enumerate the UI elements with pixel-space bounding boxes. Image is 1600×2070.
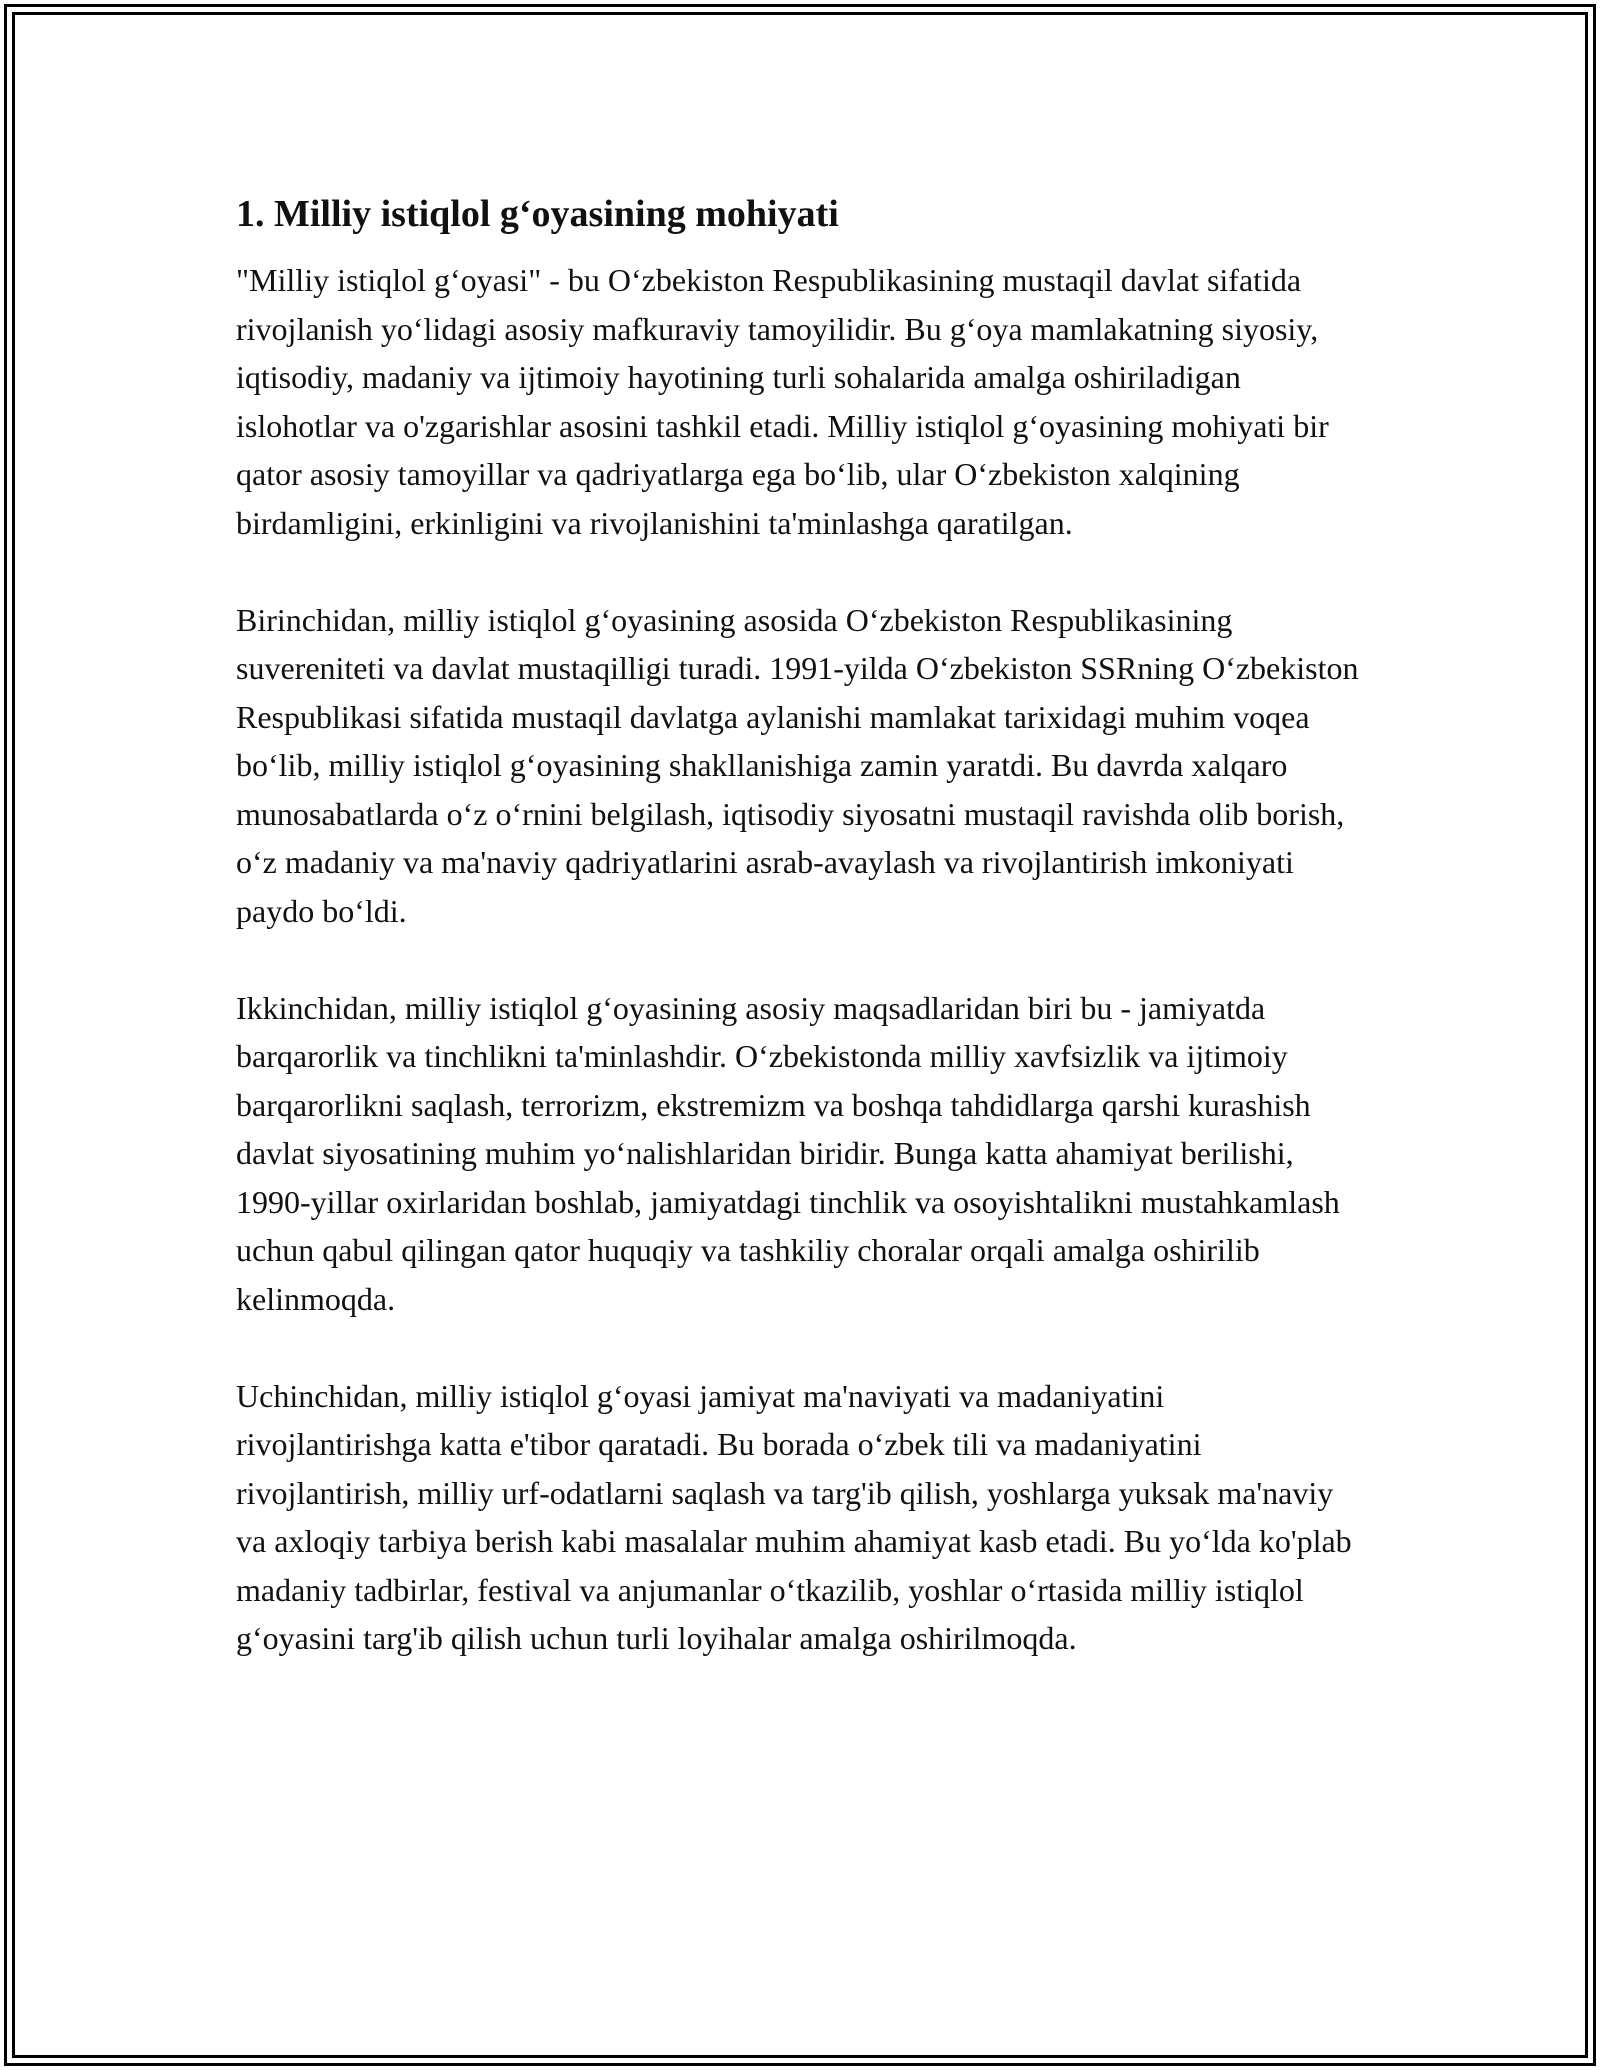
paragraph-first: Birinchidan, milliy istiqlol g‘oyasining asosida O‘zbekiston Respublikasining suvereniteti va davlat mustaqilligi turadi. 1991-yilda O‘zbekiston SSRning O‘zbekiston Respublikasi sifatida mustaqil davlatga aylanishi mamlakat tarixidagi muhim voqea bo‘lib, milliy istiqlol g‘oyasining shakllanishiga zamin yaratdi. Bu davrda xalqaro munosabatlarda o‘z o‘rnini belgilash, iqtisodiy siyosatni mustaqil ravishda olib borish, o‘z madaniy va ma'naviy qadriyatlarini asrab-avaylash va rivojlantirish imkoniyati paydo bo‘ldi. [236, 601, 1359, 929]
paragraph-second: Ikkinchidan, milliy istiqlol g‘oyasining asosiy maqsadlaridan biri bu - jamiyatda barqarorlik va tinchlikni ta'minlashdir. O‘zbekistonda milliy xavfsizlik va ijtimoiy barqarorlikni saqlash, terrorizm, ekstremizm va boshqa tahdidlarga qarshi kurashish davlat siyosatining muhim yo‘nalishlaridan biridir. Bunga katta ahamiyat berilishi, 1990-yillar oxirlaridan boshlab, jamiyatdagi tinchlik va osoyishtalikni mustahkamlash uchun qabul qilingan qator huquqiy va tashkiliy choralar orqali amalga oshirilib kelinmoqda. [236, 989, 1340, 1317]
document-body [236, 188, 1366, 1711]
document-title: 1. Milliy istiqlol g‘oyasining mohiyati [236, 193, 839, 235]
paragraph-intro: "Milliy istiqlol g‘oyasi" - bu O‘zbekiston Respublikasining mustaqil davlat sifatida rivojlanish yo‘lidagi asosiy mafkuraviy tamoyilidir. Bu g‘oya mamlakatning siyosiy, iqtisodiy, madaniy va ijtimoiy hayotining turli sohalarida amalga oshiriladigan islohotlar va o'zgarishlar asosini tashkil etadi. Milliy istiqlol g‘oyasining mohiyati bir qator asosiy tamoyillar va qadriyatlarga ega bo‘lib, ular O‘zbekiston xalqining birdamligini, erkinligini va rivojlanishini ta'minlashga qaratilgan. [236, 262, 1329, 541]
paragraph-third: Uchinchidan, milliy istiqlol g‘oyasi jamiyat ma'naviyati va madaniyatini rivojlantirishga katta e'tibor qaratadi. Bu borada o‘zbek tili va madaniyatini rivojlantirish, milliy urf-odatlarni saqlash va targ'ib qilish, yoshlarga yuksak ma'naviy va axloqiy tarbiya berish kabi masalalar muhim ahamiyat kasb etadi. Bu yo‘lda ko'plab madaniy tadbirlar, festival va anjumanlar o‘tkazilib, yoshlar o‘rtasida milliy istiqlol g‘oyasini targ'ib qilish uchun turli loyihalar amalga oshirilmoqda. [236, 1377, 1352, 1656]
